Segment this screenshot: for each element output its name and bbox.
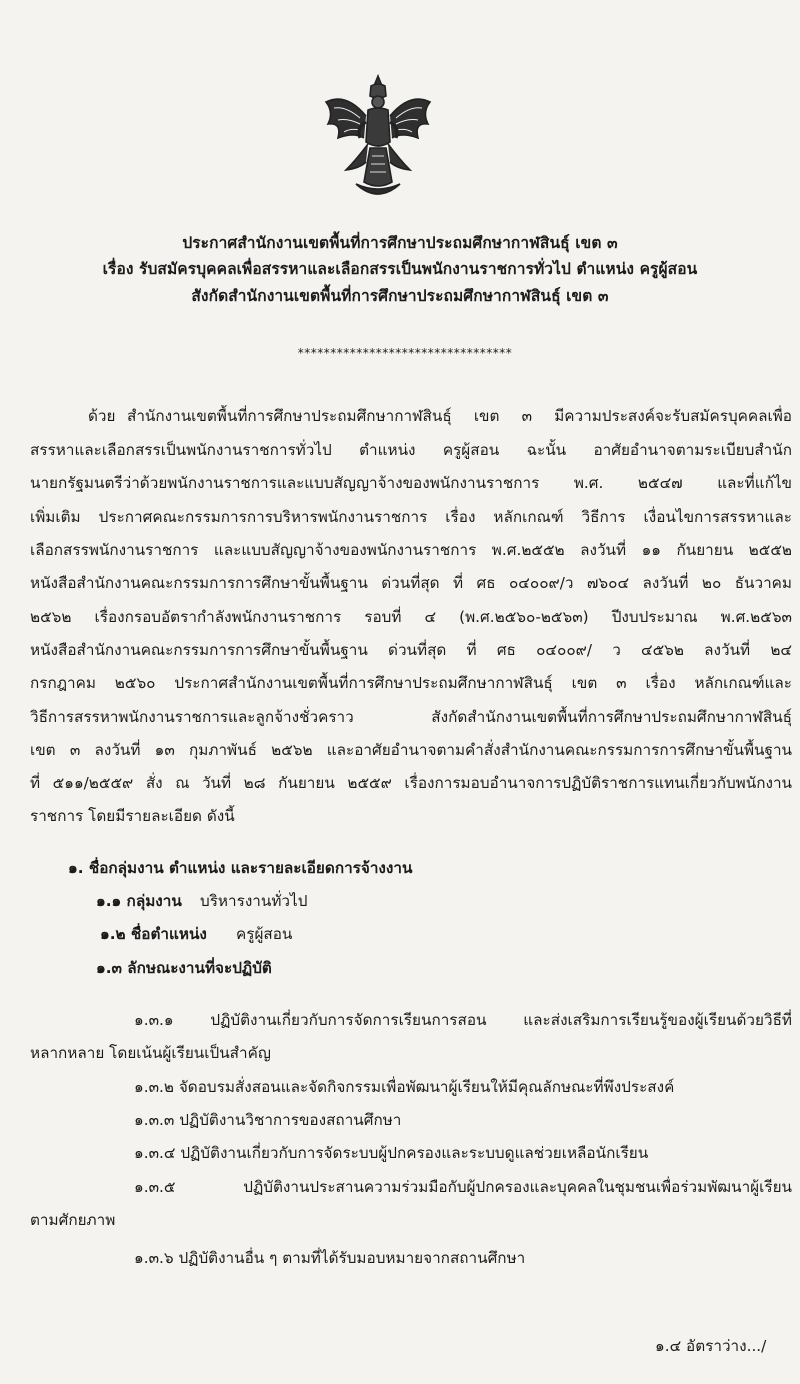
paragraph-line: กรกฎาคม ๒๕๖๐ ประกาศสำนักงานเขตพื้นที่การศึกษาประถมศึกษากาฬสินธุ์ เขต ๓ เรื่อง หลักเกณฑ์และ [30, 674, 792, 692]
list-item: ๑.๓.๖ ปฏิบัติงานอื่น ๆ ตามที่ได้รับมอบหมายจากสถานศึกษา [134, 1249, 526, 1267]
subsection-label: ๑.๒ ชื่อตำแหน่ง [100, 925, 207, 943]
paragraph-line: นายกรัฐมนตรีว่าด้วยพนักงานราชการและแบบสัญญาจ้างของพนักงานราชการ พ.ศ. ๒๕๔๗ และที่แก้ไข [30, 474, 792, 492]
list-item: ๑.๓.๒ จัดอบรมสั่งสอนและจัดกิจกรรมเพื่อพัฒนาผู้เรียนให้มีคุณลักษณะที่พึงประสงค์ [134, 1078, 675, 1096]
title-line-1: ประกาศสำนักงานเขตพื้นที่การศึกษาประถมศึกษากาฬสินธุ์ เขต ๓ [182, 234, 618, 252]
paragraph-line: ที่ ๕๑๑/๒๕๕๙ สั่ง ณ วันที่ ๒๘ กันยายน ๒๕๕๙ เรื่องการมอบอำนาจการปฏิบัติราชการแทนเกี่ยวกับพนักงาน [30, 774, 792, 792]
subsection-label: ๑.๓ ลักษณะงานที่จะปฏิบัติ [96, 959, 272, 977]
list-item-continuation: ตามศักยภาพ [30, 1211, 116, 1229]
subsection-value: บริหารงานทั่วไป [200, 892, 308, 910]
list-item: ๑.๓.๑ ปฏิบัติงานเกี่ยวกับการจัดการเรียนการสอน และส่งเสริมการเรียนรู้ของผู้เรียนด้วยวิธีที่ [134, 1011, 792, 1029]
paragraph-line: หนังสือสำนักงานคณะกรรมการการศึกษาขั้นพื้นฐาน ด่วนที่สุด ที่ ศธ ๐๔๐๐๙/ว ๗๖๐๔ ลงวันที่ ๒๐ ธันวาคม [30, 574, 792, 592]
section-heading: ๑. ชื่อกลุ่มงาน ตำแหน่ง และรายละเอียดการจ้างงาน [68, 859, 413, 877]
paragraph-line: เขต ๓ ลงวันที่ ๑๓ กุมภาพันธ์ ๒๕๖๒ และอาศัยอำนาจตามคำสั่งสำนักงานคณะกรรมการการศึกษาขั้นพื้นฐาน [30, 741, 792, 759]
paragraph-line: ราชการ โดยมีรายละเอียด ดังนี้ [30, 807, 235, 825]
subsection-label: ๑.๑ กลุ่มงาน [96, 892, 182, 910]
list-item: ๑.๓.๔ ปฏิบัติงานเกี่ยวกับการจัดระบบผู้ปกครองและระบบดูแลช่วยเหลือนักเรียน [134, 1144, 649, 1162]
paragraph-line: เพิ่มเติม ประกาศคณะกรรมการการบริหารพนักงานราชการ เรื่อง หลักเกณฑ์ วิธีการ เงื่อนไขการสรรหาและ [30, 508, 792, 526]
list-item: ๑.๓.๕ ปฏิบัติงานประสานความร่วมมือกับผู้ปกครองและบุคคลในชุมชนเพื่อร่วมพัฒนาผู้เรียน [134, 1178, 792, 1196]
subsection-value: ครูผู้สอน [236, 925, 293, 943]
paragraph-line: สำนักงานเขตพื้นที่การศึกษาประถมศึกษากาฬสินธุ์ เขต ๓ มีความประสงค์จะรับสมัครบุคคลเพื่อ [127, 407, 792, 425]
paragraph-line: หนังสือสำนักงานคณะกรรมการการศึกษาขั้นพื้นฐาน ด่วนที่สุด ที่ ศธ ๐๔๐๐๙/ ว ๔๕๖๒ ลงวันที่ ๒๔ [30, 641, 792, 659]
list-item-continuation: หลากหลาย โดยเน้นผู้เรียนเป็นสำคัญ [30, 1044, 271, 1062]
list-item: ๑.๓.๓ ปฏิบัติงานวิชาการของสถานศึกษา [134, 1111, 402, 1129]
paragraph-lead-word: ด้วย [88, 407, 116, 425]
title-line-3: สังกัดสำนักงานเขตพื้นที่การศึกษาประถมศึกษากาฬสินธุ์ เขต ๓ [191, 287, 609, 305]
paragraph-line: สรรหาและเลือกสรรเป็นพนักงานราชการทั่วไป ตำแหน่ง ครูผู้สอน ฉะนั้น อาศัยอำนาจตามระเบียบสำนัก [30, 441, 792, 459]
paragraph-line: ๒๕๖๒ เรื่องกรอบอัตรากำลังพนักงานราชการ รอบที่ ๔ (พ.ศ.๒๕๖๐-๒๕๖๓) ปีงบประมาณ พ.ศ.๒๕๖๓ [30, 608, 792, 626]
garuda-emblem-icon [316, 72, 440, 204]
continuation-marker: ๑.๔ อัตราว่าง.../ [655, 1337, 767, 1355]
title-line-2: เรื่อง รับสมัครบุคคลเพื่อสรรหาและเลือกสรรเป็นพนักงานราชการทั่วไป ตำแหน่ง ครูผู้สอน [102, 260, 698, 278]
paragraph-line: เลือกสรรพนักงานราชการ และแบบสัญญาจ้างของพนักงานราชการ พ.ศ.๒๕๕๒ ลงวันที่ ๑๑ กันยายน ๒๕๕๒ [30, 541, 792, 559]
paragraph-line: วิธีการสรรหาพนักงานราชการและลูกจ้างชั่วคราว สังกัดสำนักงานเขตพื้นที่การศึกษาประถมศึกษากาฬสินธุ์ [30, 708, 792, 726]
separator-stars: ********************************* [297, 346, 513, 360]
